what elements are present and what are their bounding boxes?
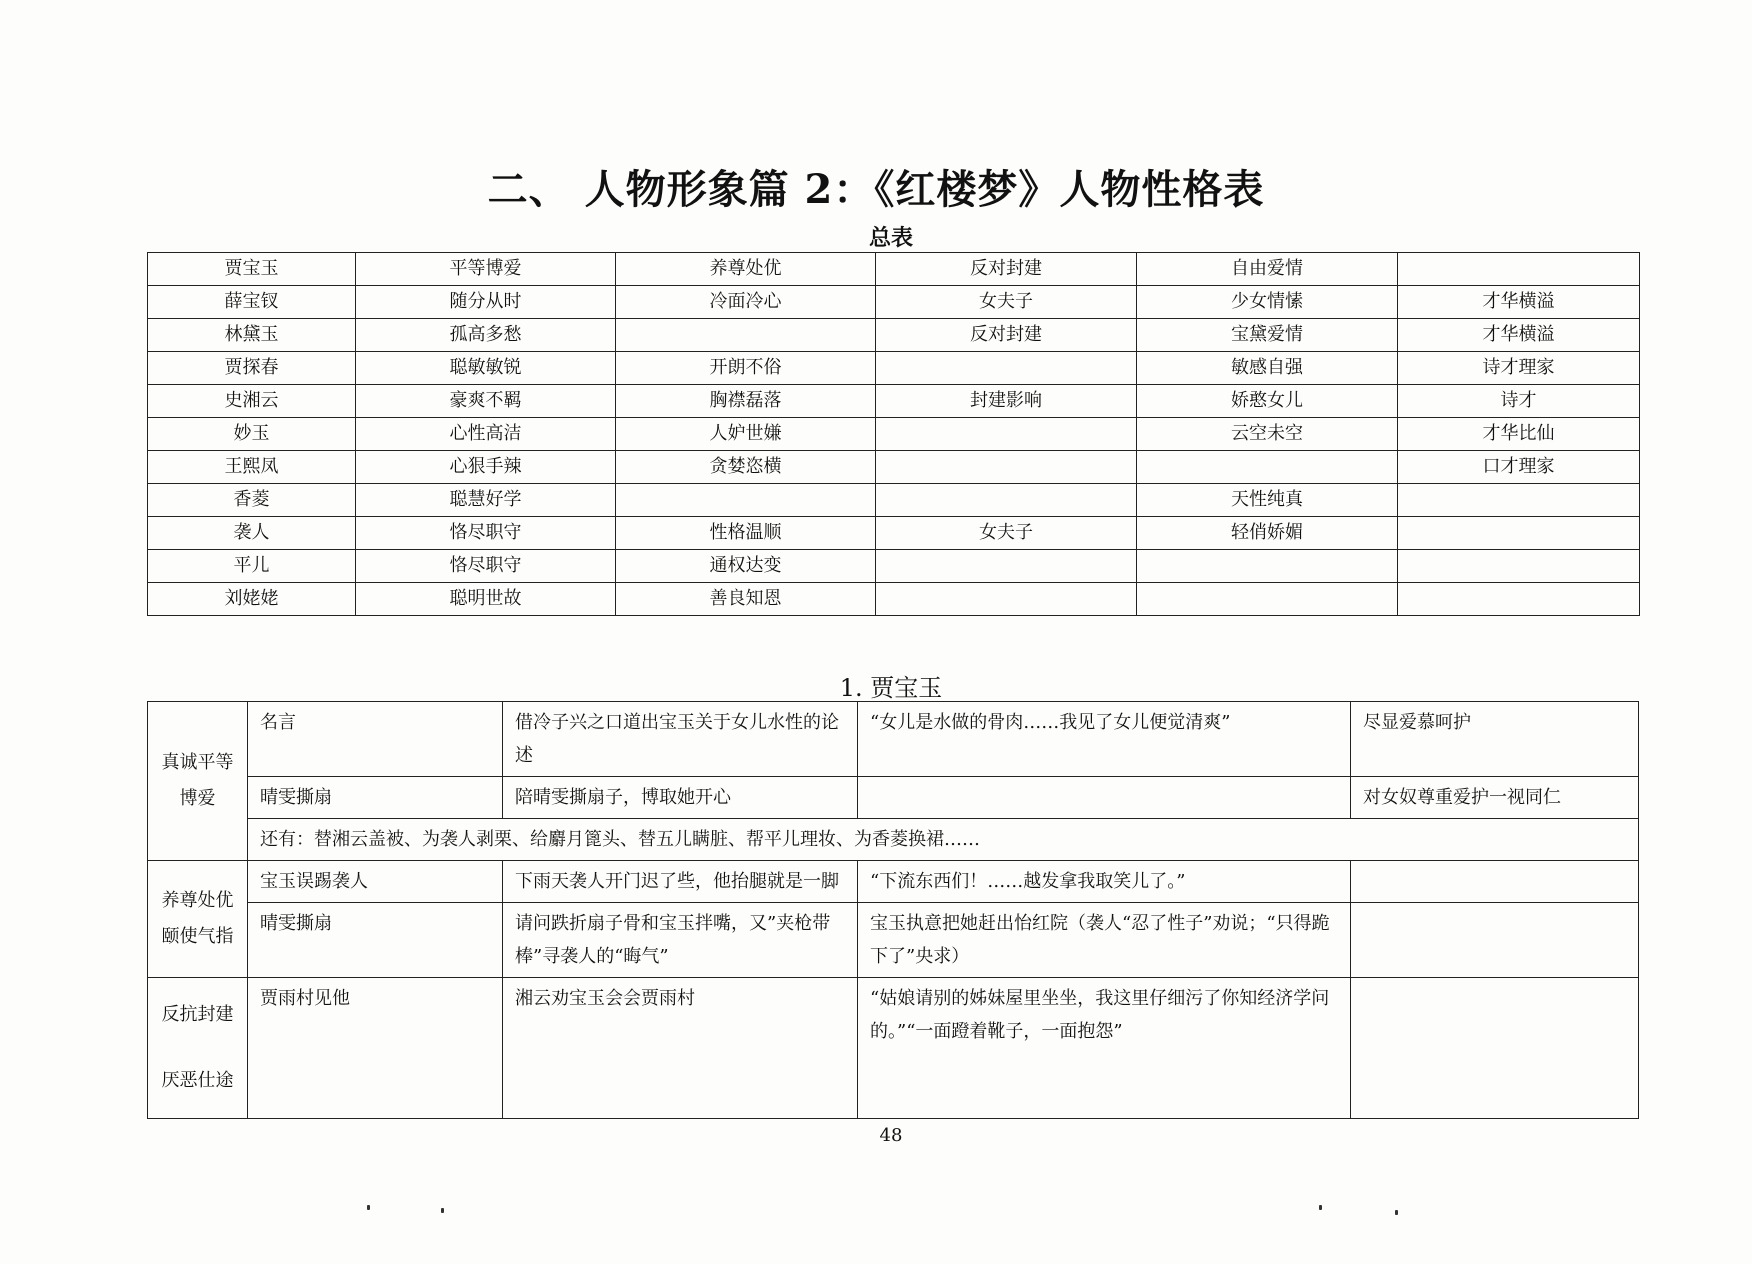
- context-cell: 下雨天袭人开门迟了些，他抬腿就是一脚: [503, 861, 858, 903]
- section-title: 1. 贾宝玉: [839, 674, 943, 702]
- trait-cell: 开朗不俗: [616, 352, 876, 385]
- event-cell: 宝玉误踢袭人: [248, 861, 503, 903]
- context-cell: 借冷子兴之口道出宝玉关于女儿水性的论述: [503, 702, 858, 777]
- extra-note-cell: 还有：替湘云盖被、为袭人剥栗、给麝月篦头、替五儿瞒脏、帮平儿理妆、为香菱换裙……: [248, 819, 1639, 861]
- scan-speck: [1319, 1205, 1322, 1210]
- category-cell: [148, 861, 248, 978]
- category-line: 反抗封建: [161, 1004, 234, 1025]
- trait-cell: 才华比仙: [1398, 418, 1640, 451]
- comment-cell: [1351, 903, 1639, 978]
- trait-cell: 才华横溢: [1398, 319, 1640, 352]
- trait-cell: 云空未空: [1137, 418, 1398, 451]
- category-line: 真诚平等: [161, 752, 234, 773]
- quote-cell: [858, 777, 1351, 819]
- summary-row: [148, 583, 1640, 616]
- trait-cell: 娇憨女儿: [1137, 385, 1398, 418]
- category-line: 博爱: [179, 788, 216, 809]
- detail-row: [148, 861, 1639, 903]
- trait-cell: 反对封建: [876, 253, 1137, 286]
- comment-cell: 尽显爱慕呵护: [1351, 702, 1639, 777]
- detail-table: [147, 701, 1639, 1119]
- trait-cell: 平等博爱: [356, 253, 616, 286]
- scan-speck: [367, 1205, 370, 1210]
- summary-row: [148, 319, 1640, 352]
- quote-cell: 宝玉执意把她赶出怡红院（袭人“忍了性子”劝说；“只得跪下了”央求）: [858, 903, 1351, 978]
- trait-cell: [876, 418, 1137, 451]
- trait-cell: [1398, 583, 1640, 616]
- detail-row: [148, 777, 1639, 819]
- trait-cell: 贪婪恣横: [616, 451, 876, 484]
- character-name-cell: 薛宝钗: [148, 286, 356, 319]
- quote-cell: “姑娘请别的姊妹屋里坐坐，我这里仔细污了你知经济学问的。”“一面蹬着靴子，一面抱怨”: [858, 978, 1351, 1119]
- trait-cell: 封建影响: [876, 385, 1137, 418]
- character-name-cell: 林黛玉: [148, 319, 356, 352]
- character-name-cell: 袭人: [148, 517, 356, 550]
- comment-cell: [1351, 861, 1639, 903]
- detail-row: [148, 903, 1639, 978]
- trait-cell: [876, 484, 1137, 517]
- summary-table-caption: 总表: [868, 225, 913, 251]
- trait-cell: 口才理家: [1398, 451, 1640, 484]
- trait-cell: 聪敏敏锐: [356, 352, 616, 385]
- context-cell: 请问跌折扇子骨和宝玉拌嘴，又”夹枪带棒”寻袭人的“晦气”: [503, 903, 858, 978]
- summary-table-body: [148, 253, 1640, 616]
- character-name-cell: 史湘云: [148, 385, 356, 418]
- trait-cell: 天性纯真: [1137, 484, 1398, 517]
- category-line: 厌恶仕途: [161, 1070, 234, 1091]
- comment-cell: [1351, 978, 1639, 1119]
- trait-cell: 敏感自强: [1137, 352, 1398, 385]
- event-cell: 贾雨村见他: [248, 978, 503, 1119]
- detail-extra-row: [148, 819, 1639, 861]
- summary-row: [148, 253, 1640, 286]
- trait-cell: 通权达变: [616, 550, 876, 583]
- trait-cell: 心性高洁: [356, 418, 616, 451]
- summary-row: [148, 517, 1640, 550]
- summary-row: [148, 385, 1640, 418]
- trait-cell: [1398, 550, 1640, 583]
- context-cell: 湘云劝宝玉会会贾雨村: [503, 978, 858, 1119]
- trait-cell: 女夫子: [876, 286, 1137, 319]
- trait-cell: [876, 583, 1137, 616]
- trait-cell: [1398, 517, 1640, 550]
- summary-row: [148, 484, 1640, 517]
- event-cell: 晴雯撕扇: [248, 903, 503, 978]
- category-cell: [148, 702, 248, 861]
- character-name-cell: 王熙凤: [148, 451, 356, 484]
- trait-cell: 性格温顺: [616, 517, 876, 550]
- event-cell: 名言: [248, 702, 503, 777]
- trait-cell: 恪尽职守: [356, 550, 616, 583]
- trait-cell: 心狠手辣: [356, 451, 616, 484]
- category-line: 颐使气指: [161, 926, 234, 947]
- trait-cell: 聪明世故: [356, 583, 616, 616]
- trait-cell: 恪尽职守: [356, 517, 616, 550]
- character-name-cell: 香菱: [148, 484, 356, 517]
- trait-cell: 诗才理家: [1398, 352, 1640, 385]
- trait-cell: 聪慧好学: [356, 484, 616, 517]
- comment-cell: 对女奴尊重爱护一视同仁: [1351, 777, 1639, 819]
- trait-cell: [616, 484, 876, 517]
- trait-cell: 善良知恩: [616, 583, 876, 616]
- trait-cell: 自由爱情: [1137, 253, 1398, 286]
- character-name-cell: 妙玉: [148, 418, 356, 451]
- trait-cell: 才华横溢: [1398, 286, 1640, 319]
- trait-cell: [876, 550, 1137, 583]
- trait-cell: 女夫子: [876, 517, 1137, 550]
- trait-cell: 宝黛爱情: [1137, 319, 1398, 352]
- detail-table-body: [148, 702, 1639, 1119]
- trait-cell: [1137, 583, 1398, 616]
- detail-row: [148, 702, 1639, 777]
- trait-cell: [1398, 253, 1640, 286]
- category-line: 养尊处优: [161, 890, 234, 911]
- trait-cell: 冷面冷心: [616, 286, 876, 319]
- scan-speck: [441, 1208, 444, 1213]
- character-name-cell: 贾探春: [148, 352, 356, 385]
- trait-cell: 养尊处优: [616, 253, 876, 286]
- trait-cell: 胸襟磊落: [616, 385, 876, 418]
- trait-cell: [1398, 484, 1640, 517]
- trait-cell: 轻俏娇媚: [1137, 517, 1398, 550]
- summary-table: [147, 252, 1640, 616]
- trait-cell: [1137, 451, 1398, 484]
- trait-cell: 随分从时: [356, 286, 616, 319]
- summary-row: [148, 286, 1640, 319]
- trait-cell: [616, 319, 876, 352]
- character-name-cell: 平儿: [148, 550, 356, 583]
- quote-cell: “下流东西们！……越发拿我取笑儿了。”: [858, 861, 1351, 903]
- trait-cell: 人妒世嫌: [616, 418, 876, 451]
- page-number: 48: [879, 1125, 903, 1146]
- context-cell: 陪晴雯撕扇子，博取她开心: [503, 777, 858, 819]
- summary-row: [148, 550, 1640, 583]
- trait-cell: [876, 451, 1137, 484]
- summary-row: [148, 352, 1640, 385]
- summary-row: [148, 451, 1640, 484]
- category-cell: [148, 978, 248, 1119]
- trait-cell: 孤高多愁: [356, 319, 616, 352]
- character-name-cell: 刘姥姥: [148, 583, 356, 616]
- trait-cell: [1137, 550, 1398, 583]
- trait-cell: 诗才: [1398, 385, 1640, 418]
- scan-speck: [1395, 1210, 1398, 1215]
- trait-cell: 反对封建: [876, 319, 1137, 352]
- trait-cell: 豪爽不羁: [356, 385, 616, 418]
- event-cell: 晴雯撕扇: [248, 777, 503, 819]
- quote-cell: “女儿是水做的骨肉……我见了女儿便觉清爽”: [858, 702, 1351, 777]
- trait-cell: 少女情愫: [1137, 286, 1398, 319]
- summary-row: [148, 418, 1640, 451]
- trait-cell: [876, 352, 1137, 385]
- detail-row: [148, 978, 1639, 1119]
- page-title: 二、 人物形象篇 2：《红楼梦》人物性格表: [487, 166, 1265, 213]
- character-name-cell: 贾宝玉: [148, 253, 356, 286]
